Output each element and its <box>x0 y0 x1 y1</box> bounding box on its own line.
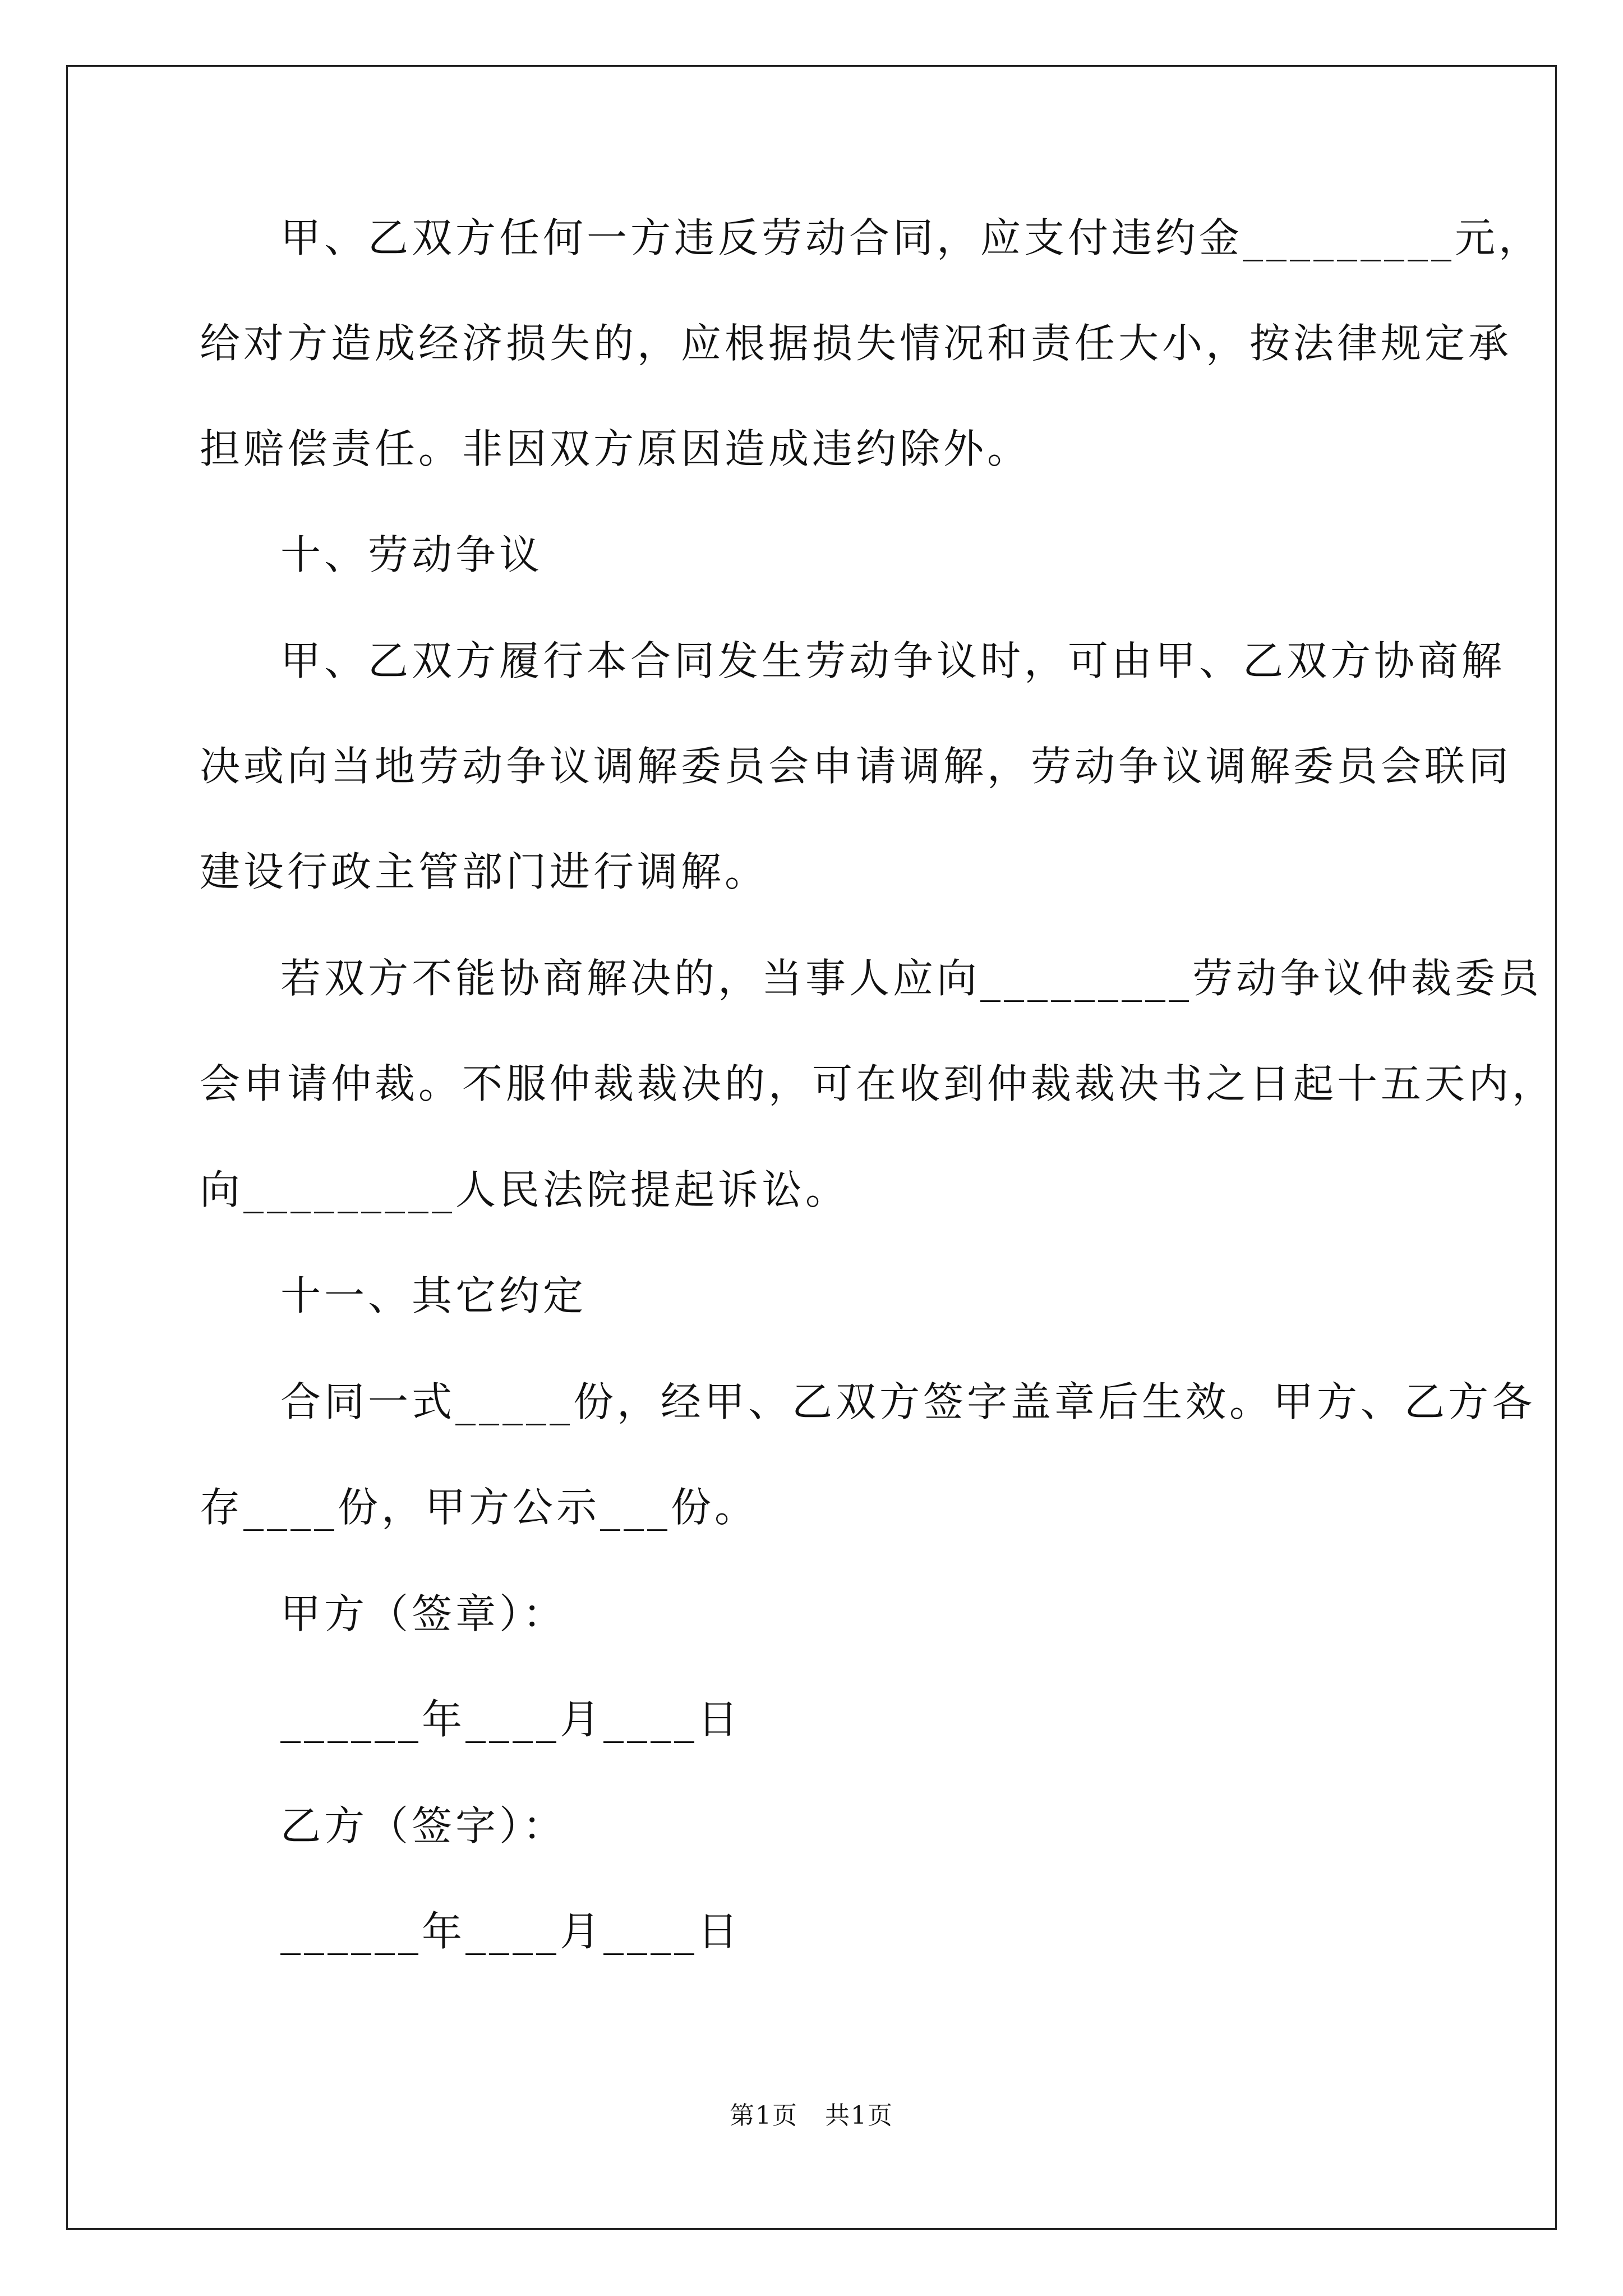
paragraph-arbitration-line-1: 若双方不能协商解决的，当事人应向_________劳动争议仲裁委员 <box>280 955 1543 1002</box>
paragraph-penalty-line-1: 甲、乙双方任何一方违反劳动合同，应支付违约金_________元， <box>280 214 1543 261</box>
paragraph-mediation-line-3: 建设行政主管部门进行调解。 <box>200 848 769 895</box>
paragraph-arbitration-line-2: 会申请仲裁。不服仲裁裁决的，可在收到仲裁裁决书之日起十五天内， <box>200 1060 1556 1107</box>
party-b-date-line: ______年____月____日 <box>280 1908 742 1955</box>
paragraph-arbitration-line-3: 向_________人民法院提起诉讼。 <box>200 1166 850 1213</box>
page-border <box>66 65 1557 2230</box>
paragraph-mediation-line-1: 甲、乙双方履行本合同发生劳动争议时，可由甲、乙双方协商解 <box>280 637 1506 684</box>
paragraph-copies-line-2: 存____份，甲方公示___份。 <box>200 1484 759 1531</box>
paragraph-mediation-line-2: 决或向当地劳动争议调解委员会申请调解，劳动争议调解委员会联同 <box>200 743 1513 790</box>
party-b-signature-label: 乙方（签字）： <box>280 1802 567 1849</box>
paragraph-copies-line-1: 合同一式_____份，经甲、乙双方签字盖章后生效。甲方、乙方各 <box>280 1378 1536 1425</box>
section-heading-other-terms: 十一、其它约定 <box>280 1272 587 1319</box>
party-a-date-line: ______年____月____日 <box>280 1696 742 1743</box>
paragraph-penalty-line-3: 担赔偿责任。非因双方原因造成违约除外。 <box>200 425 1031 472</box>
page-number-footer: 第1页 共1页 <box>730 2101 893 2130</box>
party-a-signature-label: 甲方（签章）： <box>280 1590 567 1637</box>
paragraph-penalty-line-2: 给对方造成经济损失的，应根据损失情况和责任大小，按法律规定承 <box>200 320 1513 367</box>
section-heading-labor-dispute: 十、劳动争议 <box>280 531 543 578</box>
